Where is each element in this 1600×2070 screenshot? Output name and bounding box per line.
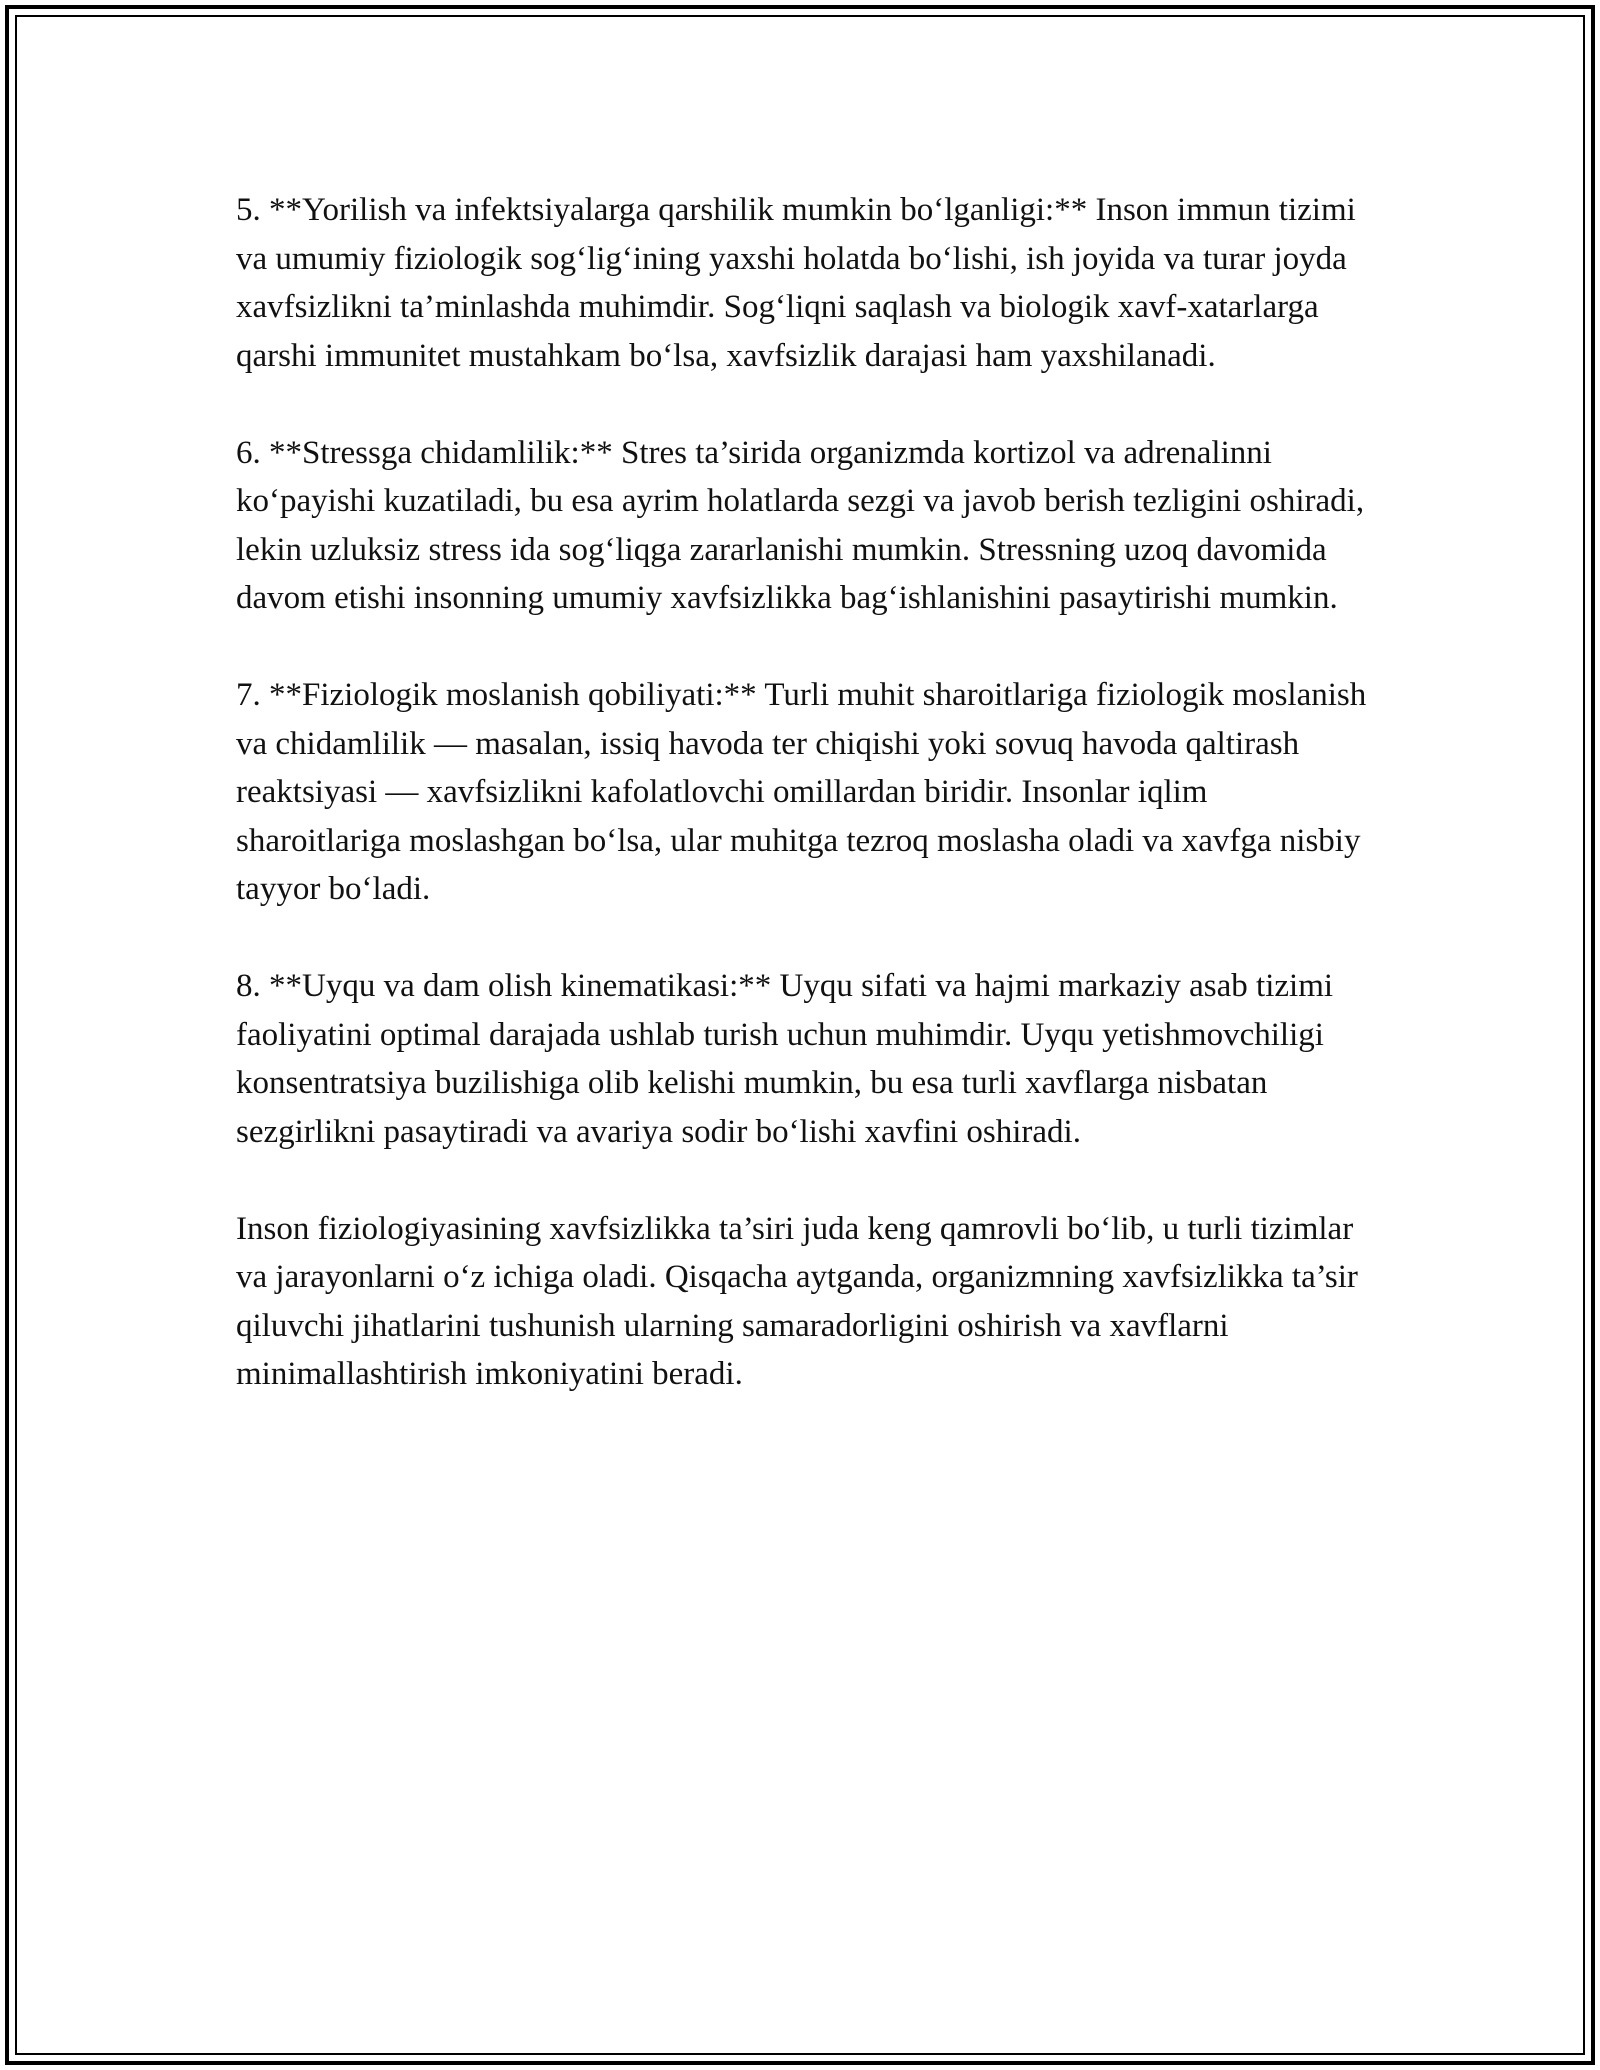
paragraph-item-8: 8. **Uyqu va dam olish kinematikasi:** Uyqu sifati va hajmi markaziy asab tizimi faoliyatini optimal darajada ushlab turish uchun muhimdir. Uyqu yetishmovchiligi konsentratsiya buzilishiga olib kelishi mumkin, bu esa turli xavflarga nisbatan sezgirlikni pasaytiradi va avariya sodir bo‘lishi xavfini oshiradi.: [236, 968, 1334, 1150]
paragraph-item-5: 5. **Yorilish va infektsiyalarga qarshilik mumkin bo‘lganligi:** Inson immun tizimi va umumiy fiziologik sog‘lig‘ining yaxshi holatda bo‘lishi, ish joyida va turar joyda xavfsizlikni ta’minlashda muhimdir. Sog‘liqni saqlash va biologik xavf-xatarlarga qarshi immunitet mustahkam bo‘lsa, xavfsizlik darajasi ham yaxshilanadi.: [236, 192, 1356, 374]
document-body: [236, 186, 1376, 1447]
paragraph-item-7: 7. **Fiziologik moslanish qobiliyati:** Turli muhit sharoitlariga fiziologik moslanish va chidamlilik — masalan, issiq havoda ter chiqishi yoki sovuq havoda qaltirash reaktsiyasi — xavfsizlikni kafolatlovchi omillardan biridir. Insonlar iqlim sharoitlariga moslashgan bo‘lsa, ular muhitga tezroq moslasha oladi va xavfga nisbiy tayyor bo‘ladi.: [236, 677, 1367, 907]
paragraph-conclusion: Inson fiziologiyasining xavfsizlikka ta’siri juda keng qamrovli bo‘lib, u turli tizimlar va jarayonlarni o‘z ichiga oladi. Qisqacha aytganda, organizmning xavfsizlikka ta’sir qiluvchi jihatlarini tushunish ularning samaradorligini oshirish va xavflarni minimallashtirish imkoniyatini beradi.: [236, 1210, 1358, 1392]
paragraph-item-6: 6. **Stressga chidamlilik:** Stres ta’sirida organizmda kortizol va adrenalinni ko‘payishi kuzatiladi, bu esa ayrim holatlarda sezgi va javob berish tezligini oshiradi, lekin uzluksiz stress ida sog‘liqga zararlanishi mumkin. Stressning uzoq davomida davom etishi insonning umumiy xavfsizlikka bag‘ishlanishini pasaytirishi mumkin.: [236, 434, 1365, 616]
